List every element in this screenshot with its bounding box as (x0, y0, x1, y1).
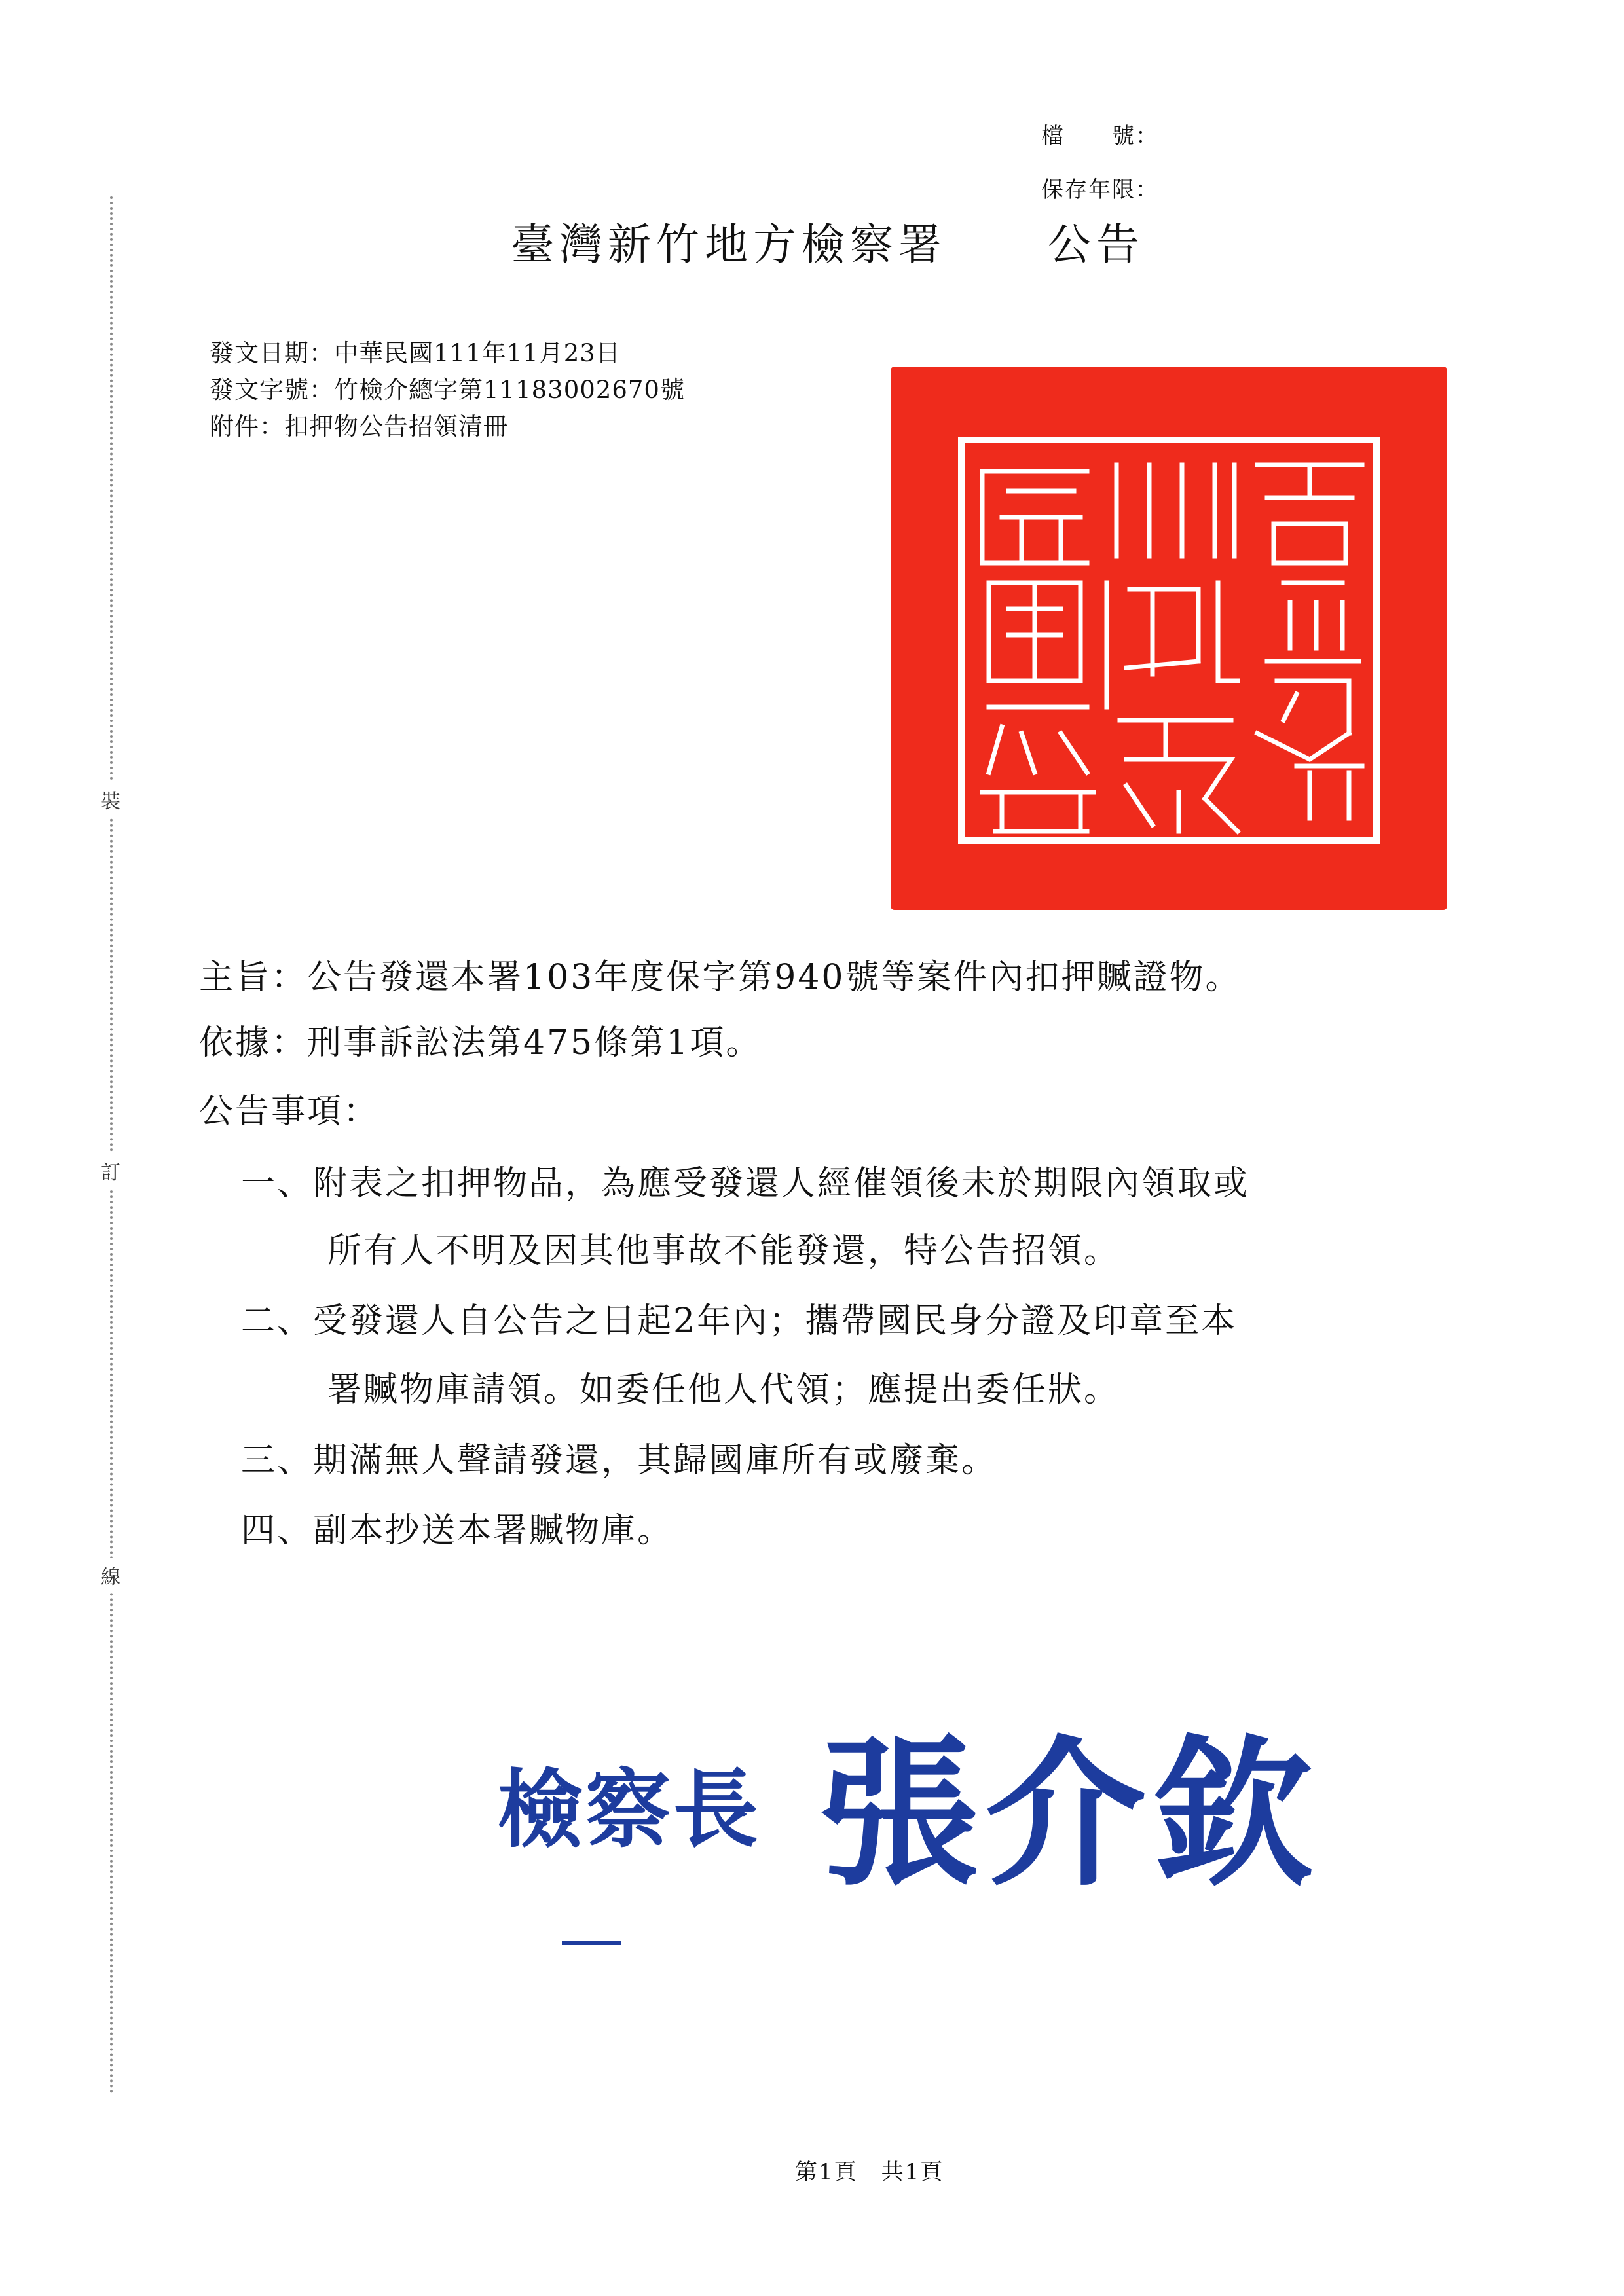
notice-items-heading: 公告事項： (199, 1092, 380, 1131)
document-type: 公告 (1048, 219, 1145, 270)
retention-period-label: 保存年限： (1041, 177, 1159, 203)
binding-mark-zhuang: 裝 (101, 782, 120, 816)
binding-mark-ding: 訂 (101, 1154, 120, 1188)
subject-line: 主旨：公告發還本署103年度保字第940號等案件內扣押贓證物。 (199, 958, 1242, 997)
issue-date: 發文日期：中華民國111年11月23日 (210, 339, 621, 367)
agency-title: 臺灣新竹地方檢察署 (511, 219, 947, 270)
attachment-line: 附件：扣押物公告招領清冊 (210, 412, 508, 441)
signature-name: 張介欽 (819, 1719, 1320, 1908)
page-number: 第1頁 共1頁 (795, 2159, 944, 2185)
seal-glyph-pattern (891, 367, 1447, 910)
notice-item-4: 四、副本抄送本署贓物庫。 (241, 1511, 674, 1550)
binding-dotted-line (110, 196, 113, 2095)
signature-title: 檢察長 (498, 1759, 762, 1859)
basis-line: 依據：刑事訴訟法第475條第1項。 (199, 1023, 762, 1063)
notice-item-3: 三、期滿無人聲請發還，其歸國庫所有或廢棄。 (241, 1441, 998, 1480)
notice-item-2-line-1: 二、受發還人自公告之日起2年內；攜帶國民身分證及印章至本 (241, 1302, 1238, 1341)
notice-item-1-line-2: 所有人不明及因其他事故不能發還，特公告招領。 (327, 1231, 1120, 1271)
signature-underline (562, 1941, 621, 1945)
notice-item-1-line-1: 一、附表之扣押物品，為應受發還人經催領後未於期限內領取或 (241, 1164, 1250, 1203)
document-number: 發文字號：竹檢介總字第11183002670號 (210, 376, 685, 404)
official-seal (891, 367, 1447, 910)
notice-item-2-line-2: 署贓物庫請領。如委任他人代領；應提出委任狀。 (327, 1370, 1120, 1410)
file-number-label: 檔 號： (1041, 123, 1159, 149)
binding-mark-xian: 線 (101, 1558, 120, 1592)
